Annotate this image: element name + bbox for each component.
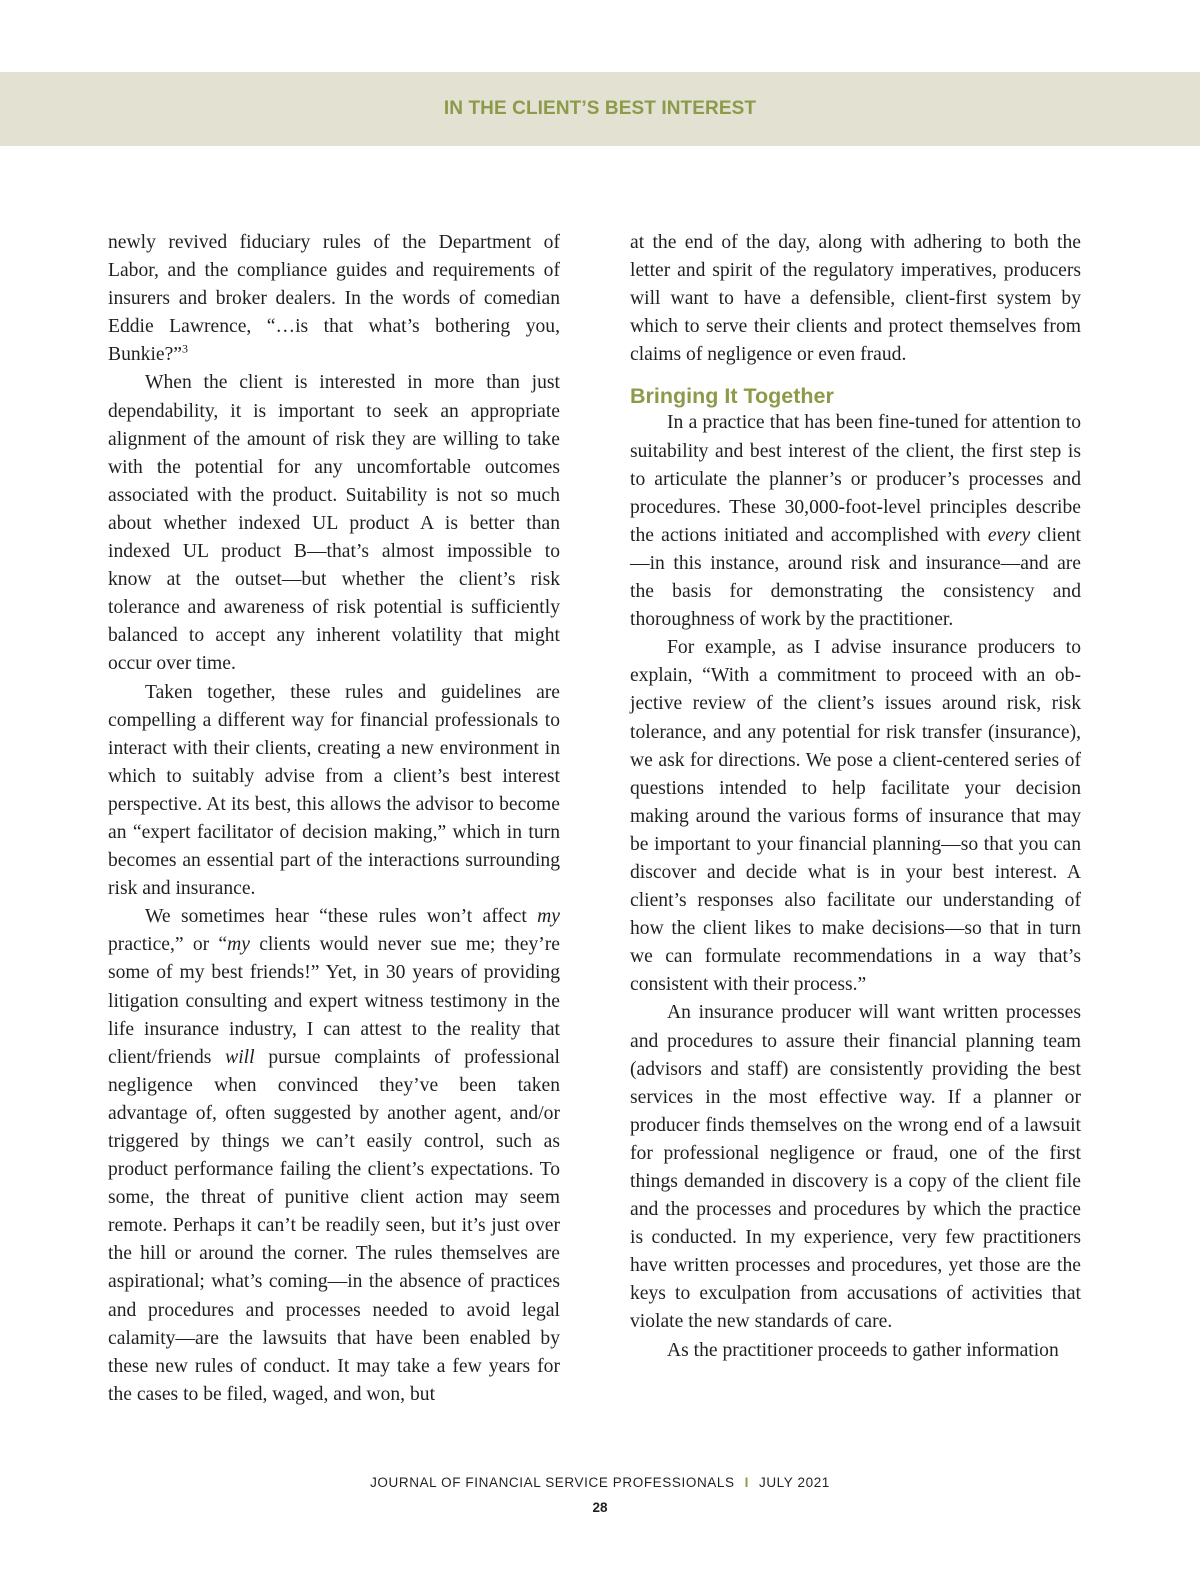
emphasis-text: my bbox=[227, 934, 250, 956]
paragraph-text: practice,” or “ bbox=[108, 934, 228, 956]
paragraph: As the practitioner proceeds to gather information bbox=[667, 1339, 1059, 1361]
paragraph bbox=[108, 229, 560, 369]
paragraph: When the client is interested in more than just dependability, it is important to seek an appropriate alignment of the amount of risk they are willing to take with the potential for any uncomfortable outcomes associated with the product. Suitability is not so much about whether indexed UL product A is better than indexed UL product B—that’s almost impossible to know at the outset—but whether the client’s risk tolerance and awareness of risk potential is sufficiently balanced to accept any inherent volatility that might occur over time. bbox=[108, 372, 560, 675]
right-column bbox=[630, 229, 1081, 1365]
emphasis-text: every bbox=[987, 524, 1031, 546]
paragraph-text: In a practice that has been fine-tuned for attention to suitability and best interest of the client, the first step is to articulate the planner’s or producer’s processes and procedures. These 30,000-foot-level principles describe the actions initiated and accomplished with bbox=[630, 412, 1081, 546]
paragraph: Taken together, these rules and guidelines are compelling a different way for financial professionals to interact with their clients, creating a new environment in which to suitably advise from a client’s best interest perspective. At its best, this allows the advisor to become an “expert facilitator of decision making,” which in turn becomes an essential part of the interactions surrounding risk and insurance. bbox=[108, 681, 560, 900]
paragraph-text: newly revived fiduciary rules of the Department of Labor, and the compliance guides and requirements of insurers and broker dealers. In the words of comedian Eddie Lawrence, “…is that what’s bothering you, Bunkie?” bbox=[108, 232, 560, 366]
footer bbox=[0, 1475, 1200, 1490]
emphasis-text: will bbox=[225, 1046, 255, 1068]
footer-separator: I bbox=[744, 1475, 749, 1490]
page-number: 28 bbox=[592, 1500, 608, 1515]
paragraph: at the end of the day, along with adhering to both the letter and spirit of the regulatory imperatives, producers will want to have a defensible, client-first system by which to serve their clients and protect themselves from claims of negligence or even fraud. bbox=[630, 232, 1081, 366]
paragraph-text: clients would never sue me; they’re some of my best friends!” Yet, in 30 years of providing litigation consulting and expert witness testimony in the life insurance industry, I can attest to the reality that client/friends bbox=[108, 934, 561, 1068]
journal-name: JOURNAL OF FINANCIAL SERVICE PROFESSIONALS bbox=[370, 1475, 735, 1490]
section-heading: Bringing It Together bbox=[630, 384, 834, 409]
paragraph: For example, as I advise insurance producers to explain, “With a commitment to proceed with an objective review of the client’s issues around risk, risk tolerance, and any potential for risk transfer (insurance), we ask for directions. We pose a client-centered series of questions intended to help facilitate your decision making around the various forms of insurance that may be important to your financial planning—​so that you can discover and decide what is in your best interest. A client’s responses also facilitate our understanding of how the client likes to make decisions—so that in turn we can formulate recommendations in a way that’s consistent with their process.” bbox=[630, 637, 1081, 996]
header-banner bbox=[0, 72, 1200, 146]
paragraph-text: pursue complaints of professional negligence when convinced they’ve been taken advantage of, often suggested by another agent, and/​or triggered by things we can’t easily control, such as product performance failing the client’s expectations. To some, the threat of punitive client action may seem remote. Perhaps it can’t be readily seen, but it’s just over the hill or around the corner. The rules themselves are aspirational; what’s coming—in the absence of practices and procedures and processes needed to avoid legal calamity—are the lawsuits that have been enabled by these new rules of conduct. It may take a few years for the cases to be filed, waged, and won, but bbox=[108, 1046, 560, 1405]
paragraph bbox=[630, 409, 1081, 634]
paragraph: An insurance producer will want written processes and procedures to assure their financial planning team (advisors and staff) are consistently providing the best services in the most effective way. If a planner or producer finds themselves on the wrong end of a lawsuit for professional negligence or fraud, one of the first things demanded in discovery is a copy of the client file and the processes and procedures by which the practice is conducted. In my experience, very few practitioners have written processes and procedures, yet those are the keys to exculpation from accusations of activities that violate the new standards of care. bbox=[630, 1002, 1081, 1333]
paragraph-text: We sometimes hear “these rules won’t affect bbox=[145, 906, 538, 928]
paragraph-text: client—in this instance, around risk and insurance—and are the basis for demonstrating the consistency and thoroughness of work by the practitioner. bbox=[630, 524, 1081, 631]
running-header-title: IN THE CLIENT’S BEST INTEREST bbox=[443, 98, 757, 119]
paragraph bbox=[108, 903, 560, 1409]
emphasis-text: my bbox=[537, 906, 560, 928]
footnote-marker: 3 bbox=[182, 341, 188, 356]
issue-date: JULY 2021 bbox=[758, 1475, 830, 1490]
left-column bbox=[108, 229, 560, 1409]
